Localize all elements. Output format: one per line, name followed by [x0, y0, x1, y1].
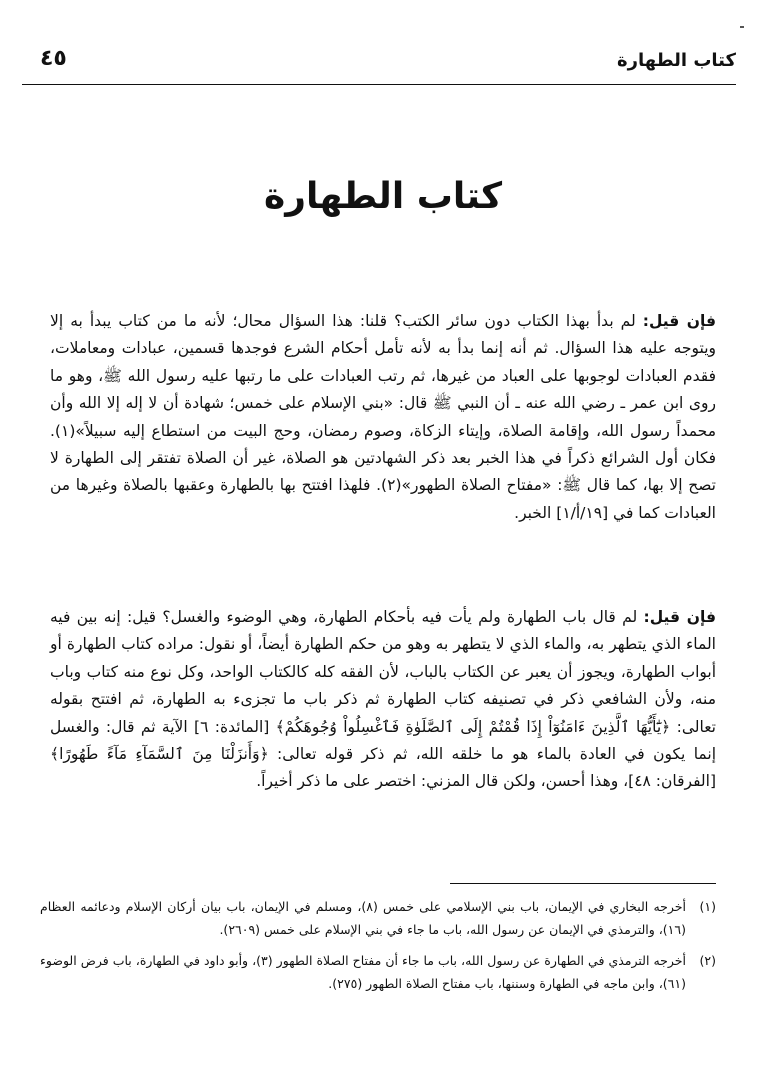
footnote-number: (١)	[699, 899, 716, 914]
page-header	[22, 46, 736, 86]
footnotes	[40, 896, 716, 1004]
footnote-item	[40, 950, 716, 995]
footnote-text: أخرجه الترمذي في الطهارة عن رسول الله، باب ما جاء أن مفتاح الصلاة الطهور (٣)، وأبو داود في الطهارة، باب فرض الوضوء (٦١)، وابن ماجه في الطهارة وسننها، باب مفتاح الصلاة الطهور (٢٧٥).	[40, 953, 686, 991]
footnote-text: أخرجه البخاري في الإيمان، باب بني الإسلامي على خمس (٨)، ومسلم في الإيمان، باب بيان أركان الإسلام ودعائمه العظام (١٦)، والترمذي في الإيمان عن رسول الله، باب ما جاء في بني الإسلام على خمس (٢٦٠٩).	[40, 899, 686, 937]
paragraph-text: لم بدأ بهذا الكتاب دون سائر الكتب؟ قلنا: هذا السؤال محال؛ لأنه ما من كتاب يبدأ به إلا ويتوجه عليه هذا السؤال. ثم أنه إنما بدأ به لأنه تأمل أحكام الشرع فوجدها قسمين، عبادات ومعاملات، فقدم العبادات لوجوبها على العباد من غيرها، ثم رتب العبادات على ما رتبها عليه رسول الله ﷺ، وهو ما روى ابن عمر ـ رضي الله عنه ـ أن النبي ﷺ قال: «بني الإسلام على خمس؛ شهادة أن لا إله إلا الله وأن محمداً رسول الله، وإقامة الصلاة، وإيتاء الزكاة، وصوم رمضان، وحج البيت من استطاع إليه سبيلاً»(١). فكان أول الشرائع ذكراً في هذا الخبر بعد ذكر الشهادتين هو الصلاة، غير أن الصلاة تفتقر إلى الطهارة لا تصح إلا بها، كما قال ﷺ: «مفتاح الصلاة الطهور»(٢). فلهذا افتتح بها بالطهارة وعقبها بالصلاة وغيرها من العبادات كما في [١٩/أ/١] الخبر.	[50, 312, 716, 522]
paragraph-lead: فإن قيل:	[643, 608, 716, 626]
body-paragraph	[50, 604, 716, 862]
header-divider	[22, 84, 736, 85]
page-number: ٤٥	[40, 46, 67, 71]
running-title: كتاب الطهارة	[616, 50, 736, 71]
scan-mark	[740, 26, 744, 28]
footnote-number: (٢)	[699, 953, 716, 968]
footnote-divider	[450, 883, 716, 884]
body-paragraph	[50, 308, 716, 588]
footnote-item	[40, 896, 716, 941]
paragraph-lead: فإن قيل:	[642, 312, 716, 330]
chapter-title: كتاب الطهارة	[263, 176, 503, 217]
paragraph-text: لم قال باب الطهارة ولم يأت فيه بأحكام الطهارة، وهي الوضوء والغسل؟ قيل: إنه بين فيه الماء الذي يتطهر به، والماء الذي لا يتطهر به وهو من حكم الطهارة أيضاً، أو نقول: مراده كتاب الطهارة أو أبواب الطهارة، ويجوز أن يعبر عن الكتاب بالباب، لأن الفقه كله كالكتاب الواحد، وكل نوع منه كتاب وباب منه، ولأن الشافعي ذكر في تصنيفه كتاب الطهارة ثم ذكر باب ما تجزىء به الطهارة، ثم افتتح بقوله تعالى: ﴿يَٰٓأَيُّهَا ٱلَّذِينَ ءَامَنُوٓاْ إِذَا قُمْتُمْ إِلَى ٱلصَّلَوٰةِ فَٱغْسِلُواْ وُجُوهَكُمْ﴾ [المائدة: ٦] الآية ثم قال: والغسل إنما يكون في العادة بالماء هو ما خلقه الله، ثم ذكر قوله تعالى: ﴿وَأَنزَلْنَا مِنَ ٱلسَّمَآءِ مَآءً طَهُورًا﴾ [الفرقان: ٤٨]، وهذا أحسن، ولكن قال المزني: اختصر على ما ذكر أخيراً.	[50, 608, 716, 791]
